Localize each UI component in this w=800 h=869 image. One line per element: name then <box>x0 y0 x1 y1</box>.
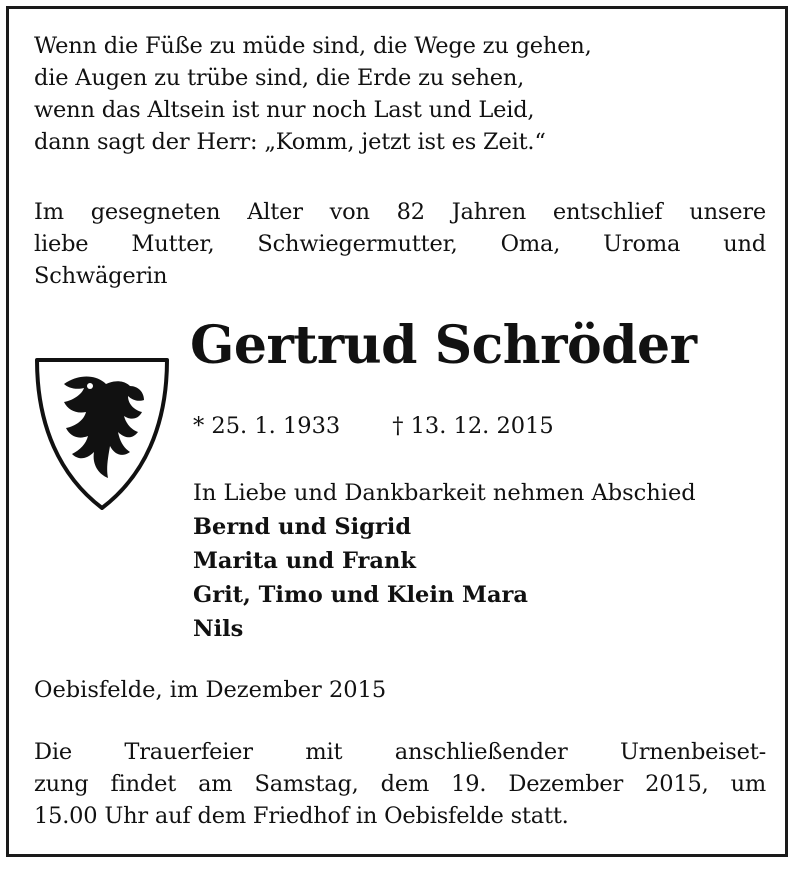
mourners <box>193 476 773 646</box>
poem-line: die Augen zu trübe sind, die Erde zu sehen, <box>34 65 525 91</box>
mourner-name: Grit, Timo und Klein Mara <box>193 582 528 608</box>
funeral-line: 15.00 Uhr auf dem Friedhof in Oebisfelde statt. <box>34 803 569 829</box>
mourner-name: Bernd und Sigrid <box>193 514 412 540</box>
announcement-line: Schwägerin <box>34 263 168 289</box>
mourner-name: Nils <box>193 616 244 642</box>
poem <box>34 30 766 158</box>
funeral-information <box>34 736 766 832</box>
coat-of-arms-icon <box>34 356 170 512</box>
announcement-line: liebe Mutter, Schwiegermutter, Oma, Uroma und <box>34 231 766 257</box>
place-and-date: Oebisfelde, im Dezember 2015 <box>34 677 387 703</box>
eagle-claw-coat-of-arms-icon <box>34 356 170 512</box>
death-date: † 13. 12. 2015 <box>392 413 554 439</box>
funeral-line: Die Trauerfeier mit anschließender Urnenbeiset- <box>34 739 766 765</box>
poem-line: wenn das Altsein ist nur noch Last und Leid, <box>34 97 535 123</box>
life-dates <box>193 410 554 442</box>
death-announcement <box>34 196 766 292</box>
mourner-name: Marita und Frank <box>193 548 416 574</box>
poem-line: dann sagt der Herr: „Komm, jetzt ist es Zeit.“ <box>34 129 546 155</box>
announcement-line: Im gesegneten Alter von 82 Jahren entschlief unsere <box>34 199 766 225</box>
mourners-intro: In Liebe und Dankbarkeit nehmen Abschied <box>193 480 696 506</box>
funeral-line: zung findet am Samstag, dem 19. Dezember 2015, um <box>34 771 766 797</box>
poem-line: Wenn die Füße zu müde sind, die Wege zu gehen, <box>34 33 592 59</box>
birth-date: * 25. 1. 1933 <box>193 413 341 439</box>
deceased-name: Gertrud Schröder <box>190 315 697 376</box>
